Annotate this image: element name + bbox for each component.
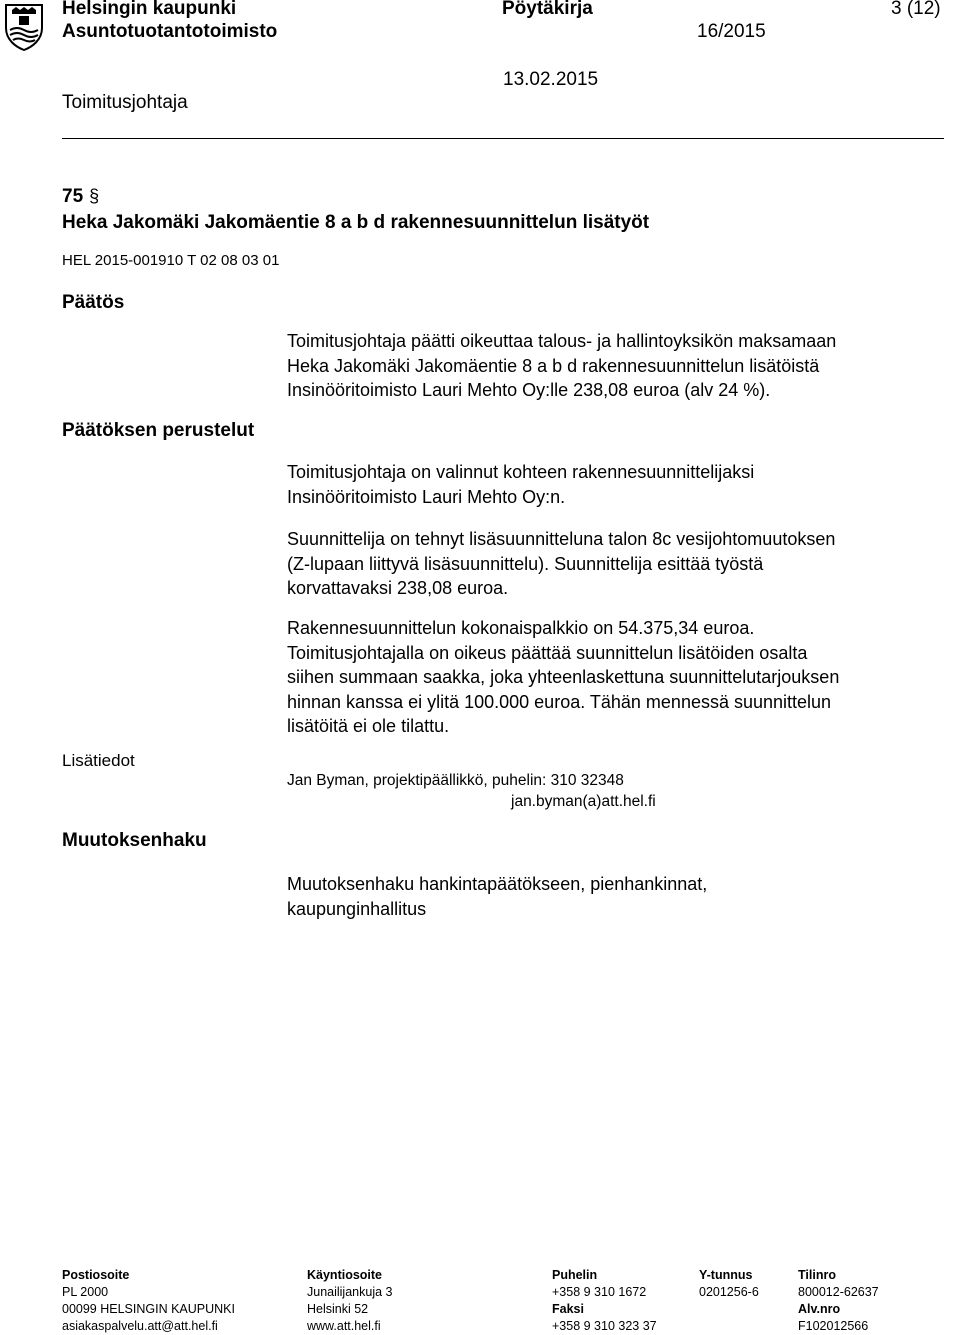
text-line: Suunnittelija on tehnyt lisäsuunnitteluna talon 8c vesijohtomuutoksen: [287, 529, 836, 549]
footer-visiting-address: [307, 1267, 392, 1335]
text-line: siihen summaan saakka, joka yhteenlaskettuna suunnittelutarjouksen: [287, 667, 840, 687]
text-line: lisätöitä ei ole tilattu.: [287, 716, 450, 736]
text-line: Toimitusjohtajalla on oikeus päättää suunnittelun lisätöiden osalta: [287, 642, 808, 663]
case-reference: HEL 2015-001910 T 02 08 03 01: [62, 252, 280, 269]
text-line: Muutoksenhaku hankintapäätökseen, pienhankinnat,: [287, 874, 708, 894]
text-line: korvattavaksi 238,08 euroa.: [287, 578, 509, 598]
footer-line: +358 9 310 323 37: [552, 1319, 657, 1333]
footer-line: Junailijankuja 3: [307, 1285, 393, 1299]
footer-phone: [552, 1267, 657, 1335]
footer-line: F102012566: [798, 1319, 869, 1333]
footer-postal-address: [62, 1267, 235, 1335]
text-line: Toimitusjohtaja päätti oikeuttaa talous- ja hallintoyksikön maksamaan: [287, 331, 837, 351]
text-line: Toimitusjohtaja on valinnut kohteen rakennesuunnittelijaksi: [287, 462, 755, 482]
text-line: Rakennesuunnittelun kokonaispalkkio on 54.375,34 euroa.: [287, 618, 755, 638]
footer-line: +358 9 310 1672: [552, 1285, 647, 1299]
text-line: Insinööritoimisto Lauri Mehto Oy:lle 238,08 euroa (alv 24 %).: [287, 380, 771, 400]
text-line: hinnan kanssa ei ylitä 100.000 euroa. Tähän mennessä suunnittelun: [287, 691, 832, 712]
document-type: Pöytäkirja: [502, 0, 593, 19]
grounds-paragraph-2: [287, 527, 835, 601]
footer-heading: Postiosoite: [62, 1268, 130, 1282]
item-number: 75 §: [62, 186, 100, 207]
footer-heading: Käyntiosoite: [307, 1268, 383, 1282]
footer-line: Alv.nro: [798, 1302, 841, 1316]
grounds-paragraph-3: [287, 616, 839, 739]
meeting-date: 13.02.2015: [503, 69, 599, 90]
minutes-number: 16/2015: [697, 21, 766, 42]
helsinki-crest-icon: [2, 2, 46, 52]
label-appeal: Muutoksenhaku: [62, 830, 207, 851]
text-line: kaupunginhallitus: [287, 898, 427, 919]
decision-maker: Toimitusjohtaja: [62, 92, 188, 113]
footer-line: 800012-62637: [798, 1285, 879, 1299]
footer-line: Faksi: [552, 1302, 584, 1316]
footer-line: 0201256-6: [699, 1285, 759, 1299]
footer-business-id: [699, 1267, 759, 1301]
footer-heading: Puhelin: [552, 1268, 598, 1282]
org-name: Helsingin kaupunki: [62, 0, 237, 19]
header-divider: [62, 138, 944, 139]
footer-heading: Y-tunnus: [699, 1268, 753, 1282]
footer-heading: Tilinro: [798, 1268, 836, 1282]
label-decision: Päätös: [62, 292, 125, 313]
label-info: Lisätiedot: [62, 751, 135, 770]
department: Asuntotuotantotoimisto: [62, 21, 278, 42]
page-number: 3 (12): [891, 0, 941, 19]
text-line: (Z-lupaan liittyvä lisäsuunnittelu). Suunnittelija esittää työstä: [287, 553, 764, 574]
grounds-paragraph-1: [287, 460, 754, 509]
text-line: Heka Jakomäki Jakomäentie 8 a b d rakennesuunnittelun lisätöistä: [287, 355, 820, 376]
text-line: Insinööritoimisto Lauri Mehto Oy:n.: [287, 486, 566, 507]
footer-account: [798, 1267, 879, 1335]
footer-line: Helsinki 52: [307, 1302, 369, 1316]
footer-line: asiakaspalvelu.att@att.hel.fi: [62, 1319, 218, 1333]
footer-line: www.att.hel.fi: [307, 1319, 381, 1333]
contact-email: jan.byman(a)att.hel.fi: [511, 793, 656, 810]
item-title: Heka Jakomäki Jakomäentie 8 a b d rakennesuunnittelun lisätyöt: [62, 212, 650, 233]
contact-person: Jan Byman, projektipäällikkö, puhelin: 310 32348: [287, 772, 624, 789]
appeal-text: [287, 872, 707, 921]
decision-text: [287, 329, 836, 403]
label-grounds: Päätöksen perustelut: [62, 420, 255, 441]
footer-line: 00099 HELSINGIN KAUPUNKI: [62, 1302, 235, 1316]
section-symbol: §: [89, 186, 100, 206]
footer-line: PL 2000: [62, 1285, 109, 1299]
